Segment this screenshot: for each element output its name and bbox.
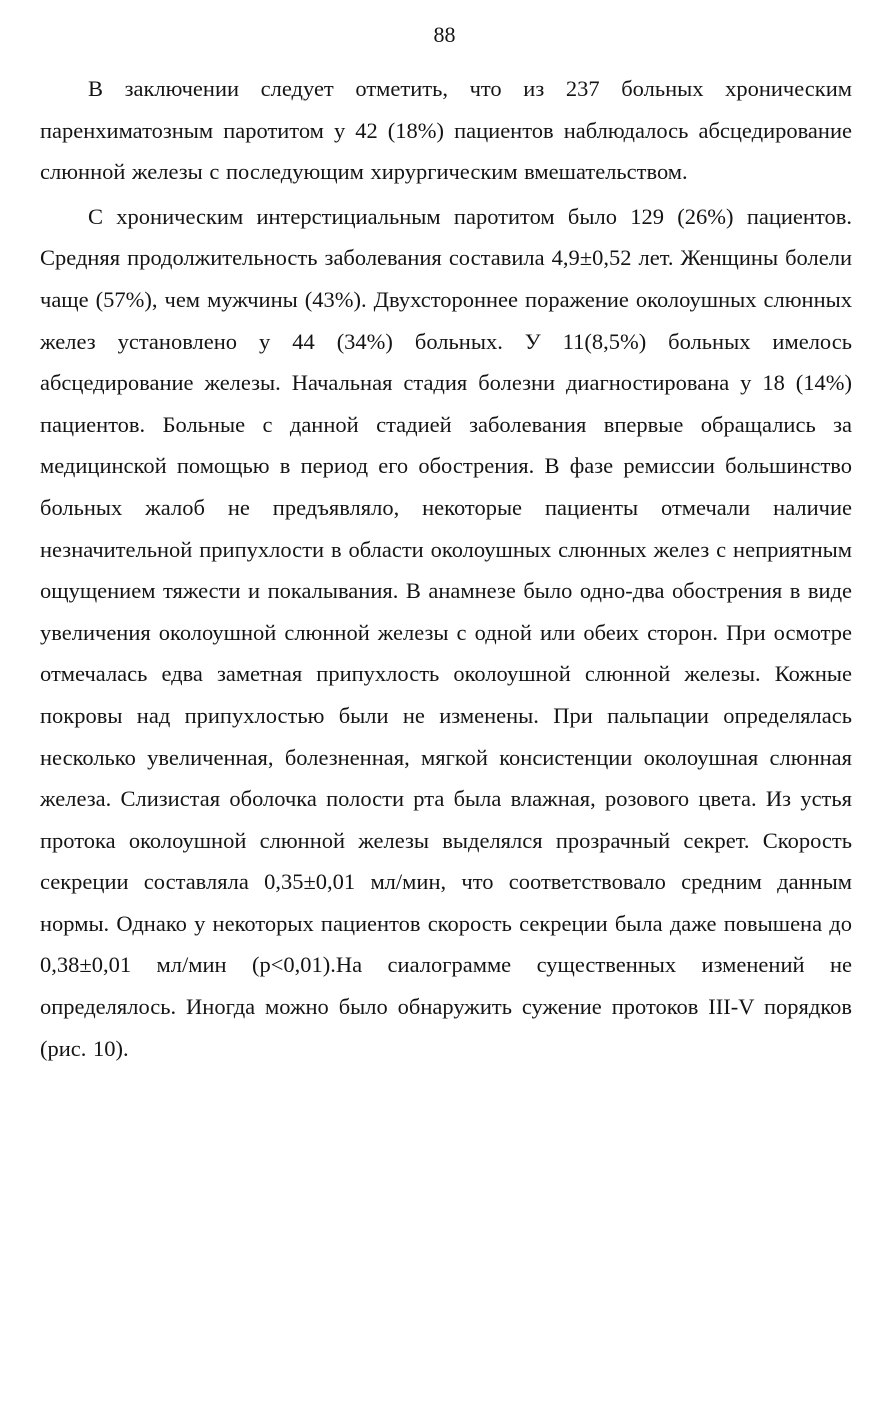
paragraph-interstitial-parotitis: С хроническим интерстициальным паротитом было 129 (26%) пациентов. Средняя продолжительность заболевания составила 4,9±0,52 лет. Женщины болели чаще (57%), чем мужчины (43%). Двухстороннее поражение околоушных слюнных желез установлено у 44 (34%) больных. У 11(8,5%) больных имелось абсцедирование железы. Начальная стадия болезни диагностирована у 18 (14%) пациентов. Больные с данной стадией заболевания впервые обращались за медицинской помощью в период его обострения. В фазе ремиссии большинство больных жалоб не предъявляло, некоторые пациенты отмечали наличие незначительной припухлости в области околоушных слюнных желез с неприятным ощущением тяжести и покалывания. В анамнезе было одно-два обострения в виде увеличения околоушной слюнной железы с одной или обеих сторон. При осмотре отмечалась едва заметная припухлость околоушной слюнной железы. Кожные покровы над припухлостью были не изменены. При пальпации определялась несколько увеличенная, болезненная, мягкой консистенции околоушная слюнная железа. Слизистая оболочка полости рта была влажная, розового цвета. Из устья протока околоушной слюнной железы выделялся прозрачный секрет. Скорость секреции составляла 0,35±0,01 мл/мин, что соответствовало средним данным нормы. Однако у некоторых пациентов скорость секреции была даже повышена до 0,38±0,01 мл/мин (p<0,01).На сиалограмме существенных изменений не определялось. Иногда можно было обнаружить сужение протоков III-V порядков (рис. 10).	[40, 203, 852, 1061]
text-body	[40, 68, 852, 1072]
page-number: 88	[433, 22, 456, 47]
paragraph-conclusion: В заключении следует отметить, что из 237 больных хроническим паренхиматозным паротитом у 42 (18%) пациентов наблюдалось абсцедирование слюнной железы с последующим хирургическим вмешательством.	[40, 76, 852, 185]
